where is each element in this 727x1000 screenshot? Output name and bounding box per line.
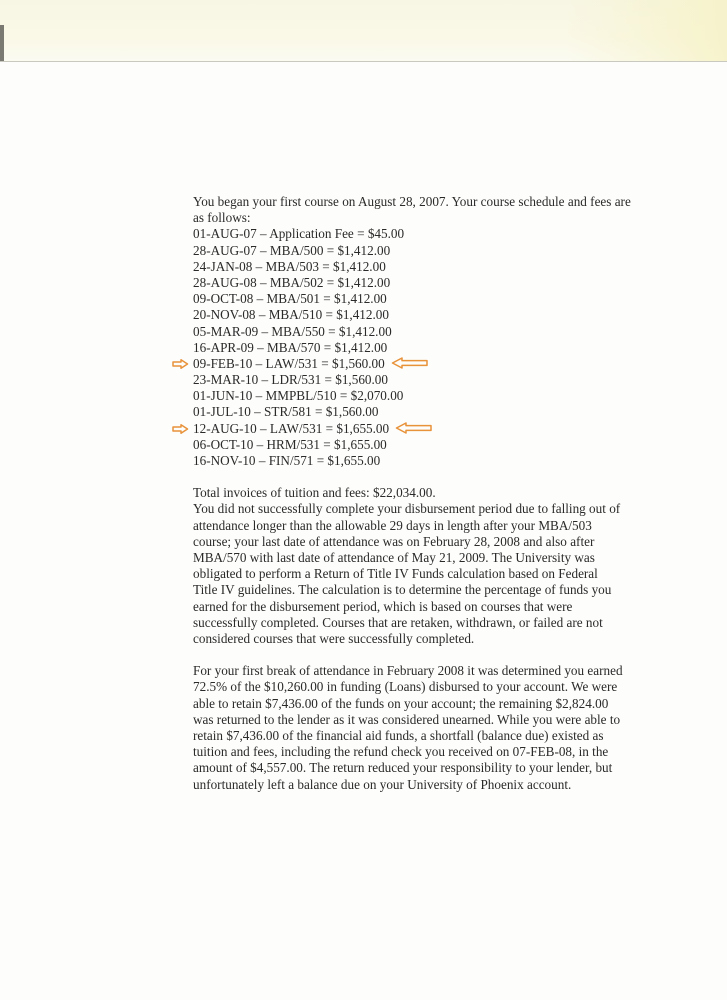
schedule-item <box>193 388 633 404</box>
intro-paragraph: You began your first course on August 28, 2007. Your course schedule and fees are as follows: <box>193 194 631 226</box>
schedule-item-text: 12-AUG-10 – LAW/531 = $1,655.00 <box>193 420 390 436</box>
course-schedule-list <box>193 226 633 469</box>
schedule-item <box>193 404 633 420</box>
first-break-paragraph: For your first break of attendance in February 2008 it was determined you earned 72.5% of the $10,260.00 in funding (Loans) disbursed to your account. We were able to retain $7,436.00 of the funds on your account; the remaining $2,824.00 was returned to the lender as it was considered unearned. While you were able to retain $7,436.00 of the financial aid funds, a shortfall (balance due) existed as tuition and fees, including the refund check you received on 07-FEB-08, in the amount of $4,557.00. The return reduced your responsibility to your lender, but unfortunately left a balance due on your University of Phoenix account. <box>193 663 623 792</box>
scan-yellow-tint <box>567 0 727 62</box>
schedule-item-text: 28-AUG-08 – MBA/502 = $1,412.00 <box>193 274 391 290</box>
schedule-item-text: 01-JUN-10 – MMPBL/510 = $2,070.00 <box>193 388 404 404</box>
schedule-item <box>193 275 633 291</box>
letter-body <box>193 194 633 809</box>
schedule-item-text: 06-OCT-10 – HRM/531 = $1,655.00 <box>193 436 387 452</box>
schedule-item-text: 09-FEB-10 – LAW/531 = $1,560.00 <box>193 355 385 371</box>
schedule-item <box>193 453 633 469</box>
schedule-item <box>193 372 633 388</box>
schedule-item-text: 16-APR-09 – MBA/570 = $1,412.00 <box>193 339 388 355</box>
schedule-item <box>193 340 633 356</box>
schedule-item-text: 16-NOV-10 – FIN/571 = $1,655.00 <box>193 453 381 469</box>
schedule-item-text: 23-MAR-10 – LDR/531 = $1,560.00 <box>193 372 388 388</box>
schedule-item <box>193 324 633 340</box>
schedule-item <box>193 307 633 323</box>
left-arrow-icon <box>391 357 429 369</box>
right-arrow-icon <box>172 359 189 369</box>
scan-fold-line <box>0 61 727 62</box>
schedule-item-highlighted <box>193 421 633 437</box>
schedule-item <box>193 259 633 275</box>
left-arrow-icon <box>395 422 433 434</box>
right-arrow-icon <box>172 424 189 434</box>
schedule-item <box>193 437 633 453</box>
schedule-item <box>193 226 633 242</box>
schedule-item-highlighted <box>193 356 633 372</box>
schedule-item-text: 05-MAR-09 – MBA/550 = $1,412.00 <box>193 323 392 339</box>
schedule-item-text: 09-OCT-08 – MBA/501 = $1,412.00 <box>193 291 387 307</box>
scan-left-edge <box>0 25 4 61</box>
disbursement-paragraph: You did not successfully complete your disbursement period due to falling out of attendance longer than the allowable 29 days in length after your MBA/503 course; your last date of attendance was on February 28, 2008 and also after MBA/570 with last date of attendance of May 21, 2009. The University was obligated to perform a Return of Title IV Funds calculation based on Federal Title IV guidelines. The calculation is to determine the percentage of funds you earned for the disbursement period, which is based on courses that were successfully completed. Courses that are retaken, withdrawn, or failed are not considered courses that were successfully completed. <box>193 501 621 647</box>
schedule-item-text: 01-JUL-10 – STR/581 = $1,560.00 <box>193 404 379 420</box>
schedule-item-text: 24-JAN-08 – MBA/503 = $1,412.00 <box>193 258 386 274</box>
total-invoices: Total invoices of tuition and fees: $22,034.00. <box>193 485 436 501</box>
schedule-item <box>193 291 633 307</box>
schedule-item-text: 20-NOV-08 – MBA/510 = $1,412.00 <box>193 307 389 323</box>
schedule-item <box>193 243 633 259</box>
schedule-item-text: 01-AUG-07 – Application Fee = $45.00 <box>193 226 405 242</box>
schedule-item-text: 28-AUG-07 – MBA/500 = $1,412.00 <box>193 242 391 258</box>
